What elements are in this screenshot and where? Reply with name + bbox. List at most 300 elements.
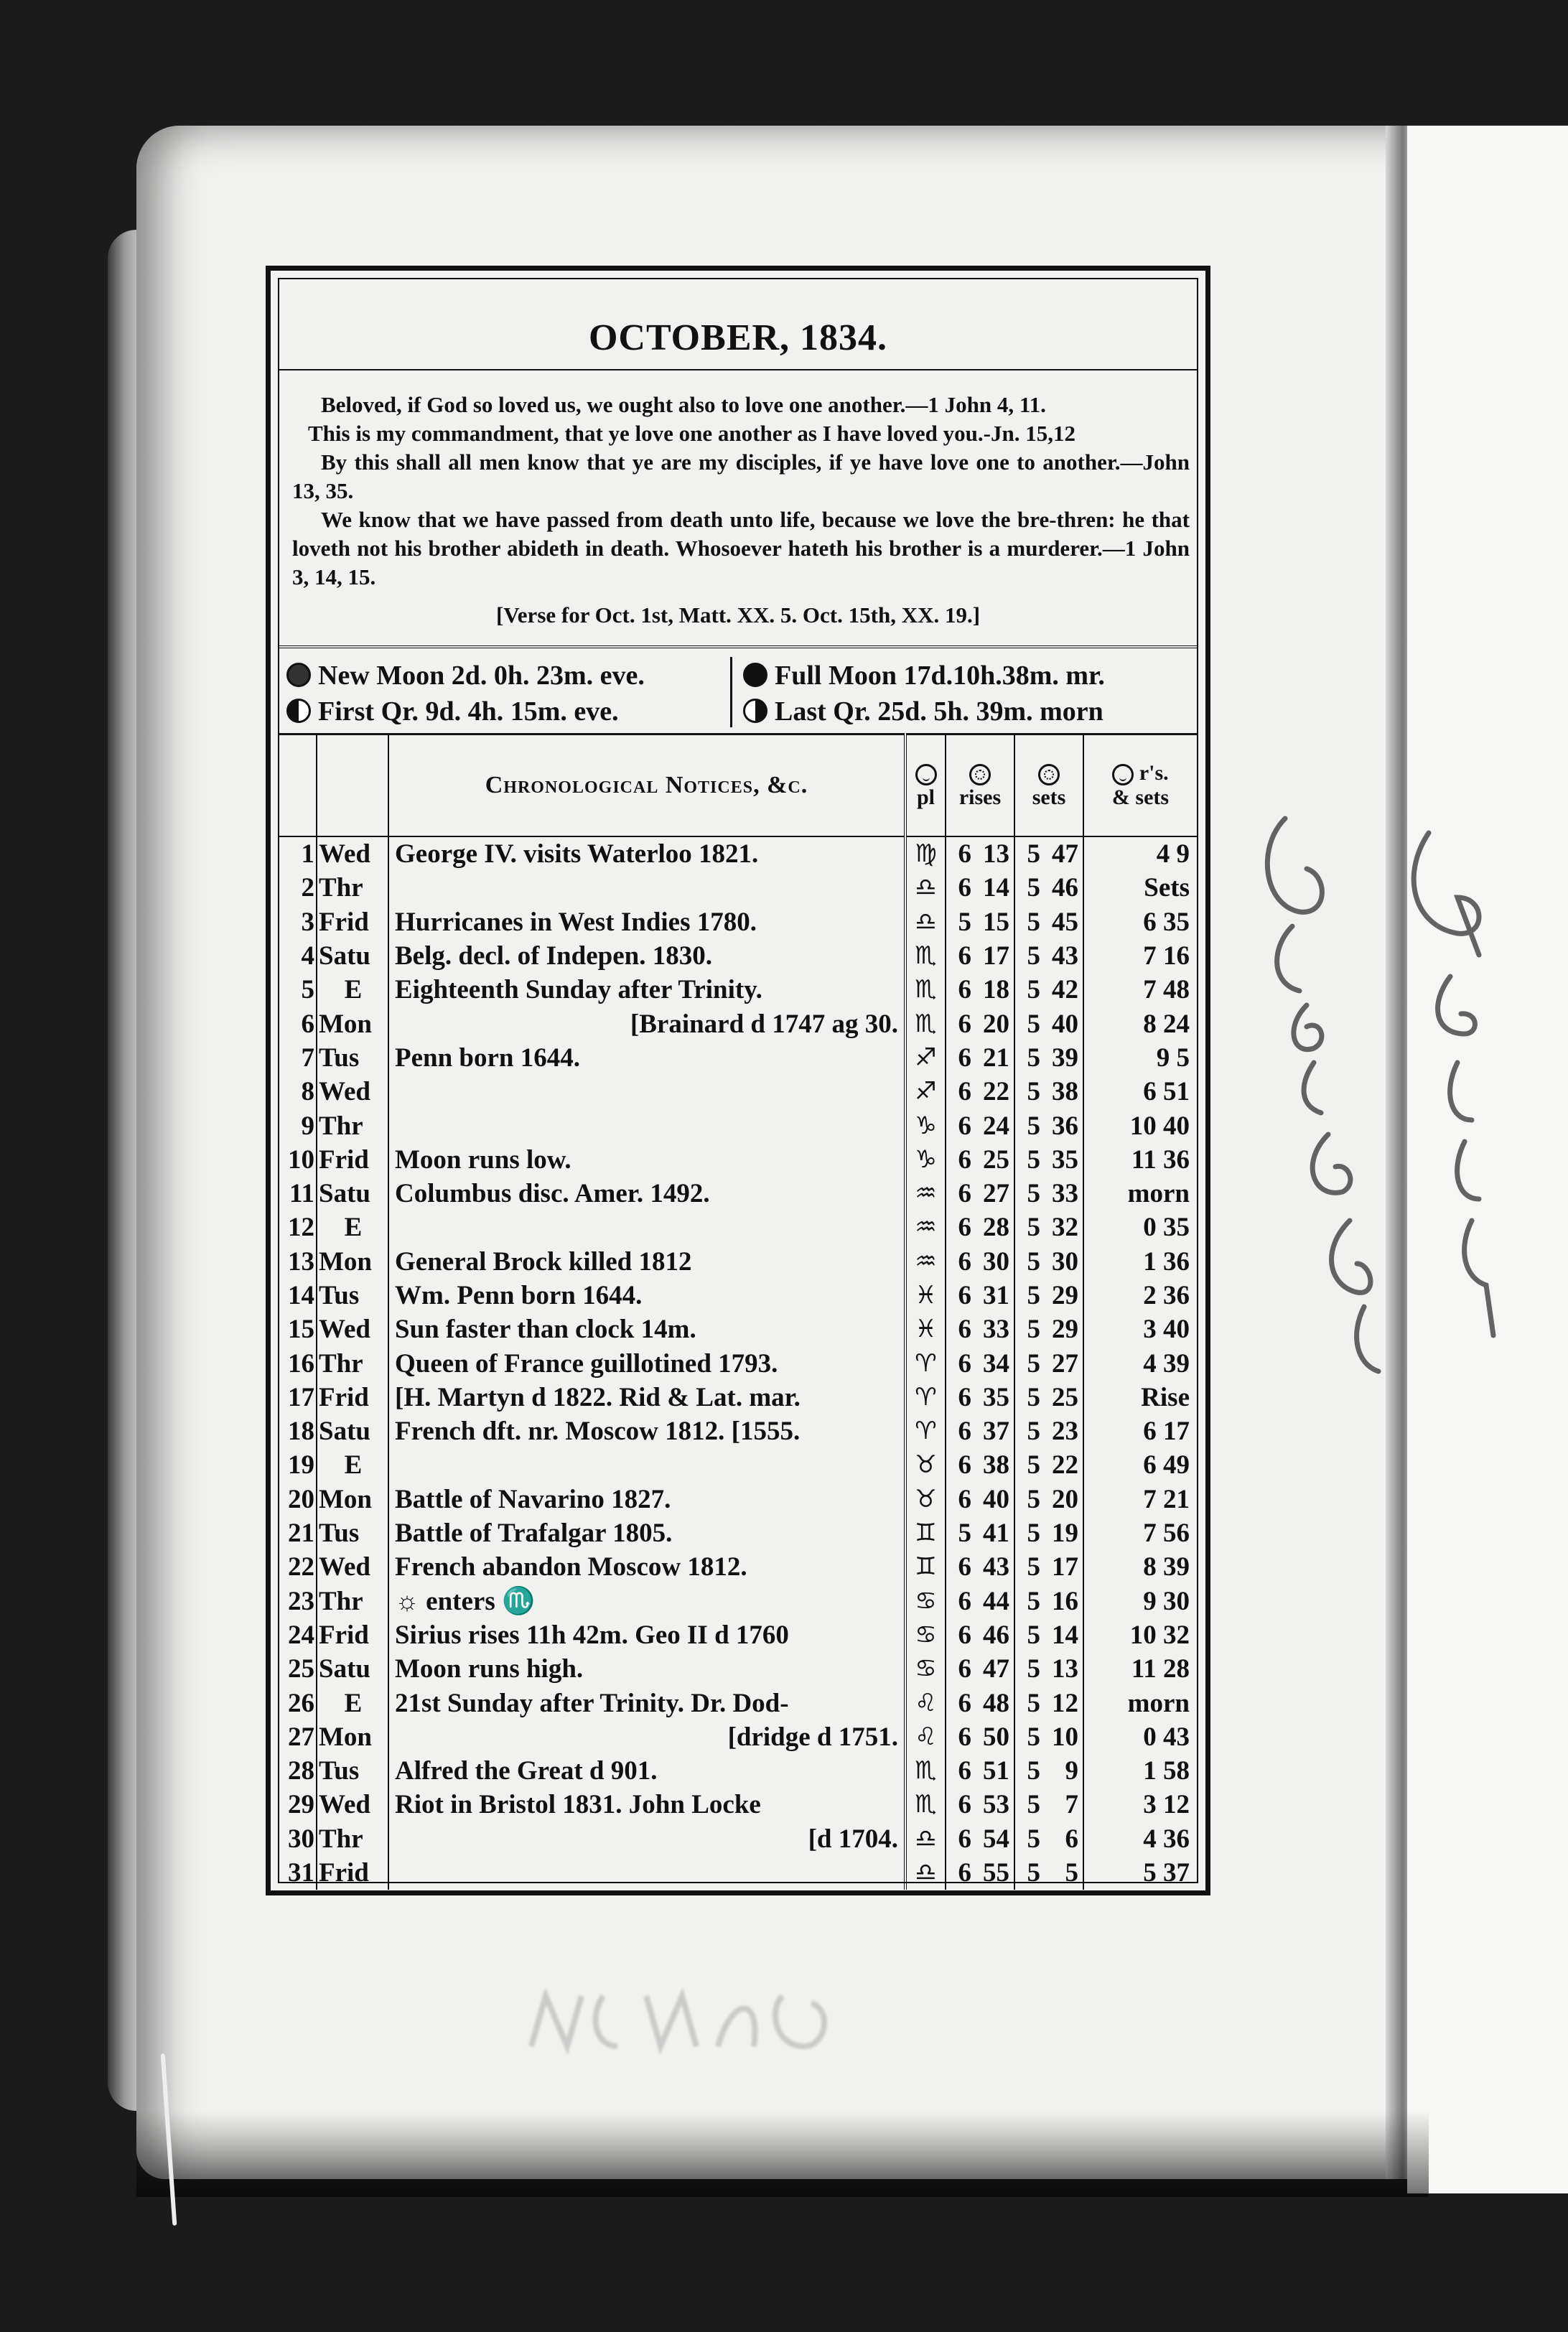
sunrise-minute: 20 [983,1009,1010,1039]
header-moon-rs-label: r's. [1139,760,1169,785]
sunrise-minute: 31 [983,1281,1010,1310]
table-row [279,1550,1197,1584]
sunset-hour: 5 [1014,1312,1043,1346]
moon-sign: ♒ [905,1211,946,1244]
day-number: 10 [288,1144,314,1175]
moon-sign: ♓ [905,1279,946,1312]
weekday: Thr [317,1109,388,1142]
notice: Riot in Bristol 1831. John Locke [388,1788,905,1822]
day-number: 17 [288,1382,314,1412]
sunset-hour: 5 [1014,1483,1043,1516]
sunset-hour: 5 [1014,1109,1043,1142]
last-quarter [743,696,1103,727]
sunset-minute: 20 [1052,1484,1079,1514]
header-sun-sets [1014,734,1083,837]
notice: Sirius rises 11h 42m. Geo II d 1760 [388,1618,905,1652]
sunset-minute: 19 [1052,1519,1079,1549]
sunset-hour: 5 [1014,1448,1043,1482]
sunrise-minute: 51 [983,1756,1010,1786]
table-row [279,1143,1197,1177]
sunrise-hour: 6 [946,1381,974,1414]
weekday: Frid [317,1856,388,1890]
moon-rise-set: 1 58 [1083,1754,1197,1788]
sunrise-hour: 6 [946,1483,974,1516]
day-number: 4 [301,941,314,971]
weekday: Wed [317,1075,388,1109]
sunset-minute: 16 [1052,1586,1079,1616]
moon-sign: ♎ [905,1856,946,1890]
header-notices: Chronological Notices, &c. [388,734,905,837]
sunrise-minute: 18 [983,975,1010,1005]
moon-sign: ♉ [905,1483,946,1516]
sunrise-hour: 6 [946,1585,974,1618]
moon-sign: ♐ [905,1075,946,1109]
day-number: 24 [288,1620,314,1650]
sunrise-hour: 6 [946,1312,974,1346]
weekday: Satu [317,1177,388,1211]
sunset-minute: 10 [1052,1722,1079,1752]
table-row [279,1177,1197,1211]
moon-sign: ♓ [905,1312,946,1346]
weekday: Thr [317,1585,388,1618]
sunrise-hour: 6 [946,1279,974,1312]
weekday: Satu [317,1414,388,1448]
sunrise-minute: 33 [983,1315,1010,1345]
moon-rise-set: 7 21 [1083,1483,1197,1516]
day-number: 16 [288,1348,314,1379]
moon-sign: ♈ [905,1414,946,1448]
moon-rise-set: 5 37 [1083,1856,1197,1890]
calendar-table [279,733,1197,1890]
table-row [279,871,1197,905]
notice: Moon runs low. [388,1143,905,1177]
sunrise-minute: 24 [983,1111,1010,1141]
sunset-hour: 5 [1014,1516,1043,1550]
day-number: 27 [288,1722,314,1752]
moon-face-icon [1112,764,1134,785]
page-title: OCTOBER, 1834. [588,317,888,358]
sunset-hour: 5 [1014,1075,1043,1109]
day-number: 23 [288,1586,314,1616]
moon-face-icon [915,764,937,785]
table-row [279,1822,1197,1856]
sunrise-hour: 6 [946,1652,974,1686]
sunset-minute: 27 [1052,1348,1079,1379]
sunrise-hour: 6 [946,1856,974,1890]
notice: General Brock killed 1812 [388,1245,905,1279]
sunrise-minute: 27 [983,1179,1010,1209]
notice: Hurricanes in West Indies 1780. [388,905,905,939]
table-row [279,1720,1197,1754]
moon-rise-set: 0 35 [1083,1211,1197,1244]
sunset-hour: 5 [1014,1143,1043,1177]
sunset-minute: 17 [1052,1552,1079,1582]
table-row [279,1245,1197,1279]
sunrise-minute: 35 [983,1382,1010,1412]
notice: ☼ enters ♏ [388,1585,905,1618]
header-sun-rises-label: rises [958,785,1002,810]
sunrise-minute: 37 [983,1417,1010,1447]
sunrise-minute: 55 [983,1858,1010,1888]
sunset-minute: 42 [1052,975,1079,1005]
table-row [279,1414,1197,1448]
table-row [279,1448,1197,1482]
title-rule [279,369,1197,370]
table-row [279,1754,1197,1788]
sunrise-hour: 6 [946,1550,974,1584]
verse-3: By this shall all men know that ye are my disciples, if ye have love one to another.—John 13, 35. [292,449,1190,503]
weekday: Mon [317,1245,388,1279]
day-number: 1 [301,839,314,869]
weekday: Satu [317,1652,388,1686]
calendar-rows [279,836,1197,1890]
table-row [279,905,1197,939]
notice: Moon runs high. [388,1652,905,1686]
sunrise-hour: 6 [946,1822,974,1856]
sunset-hour: 5 [1014,1279,1043,1312]
table-row [279,1007,1197,1040]
header-moon-place-label: pl [916,785,935,810]
full-moon-icon [743,663,767,687]
day-number: 25 [288,1654,314,1684]
header-sun-sets-label: sets [1032,785,1066,810]
sunrise-hour: 6 [946,939,974,973]
sunrise-minute: 28 [983,1213,1010,1243]
sunset-hour: 5 [1014,1652,1043,1686]
sunrise-minute: 25 [983,1144,1010,1175]
weekday: E [317,1448,388,1482]
table-row [279,1618,1197,1652]
moon-sign: ♊ [905,1550,946,1584]
moon-sign: ♒ [905,1177,946,1211]
notice: Belg. decl. of Indepen. 1830. [388,939,905,973]
sunrise-minute: 40 [983,1484,1010,1514]
sunrise-hour: 6 [946,1211,974,1244]
sunset-hour: 5 [1014,1754,1043,1788]
day-number: 15 [288,1315,314,1345]
moon-sign: ♌ [905,1720,946,1754]
weekday: Mon [317,1007,388,1040]
moon-sign: ♉ [905,1448,946,1482]
sunset-hour: 5 [1014,1856,1043,1890]
sunrise-hour: 6 [946,836,974,871]
sunrise-minute: 44 [983,1586,1010,1616]
notice: 21st Sunday after Trinity. Dr. Dod- [388,1686,905,1720]
moon-sign: ♌ [905,1686,946,1720]
moon-rise-set: 7 16 [1083,939,1197,973]
moon-sign: ♋ [905,1585,946,1618]
notice: Wm. Penn born 1644. [388,1279,905,1312]
table-row [279,1312,1197,1346]
sunset-minute: 38 [1052,1077,1079,1107]
day-number: 8 [301,1077,314,1107]
weekday: E [317,1686,388,1720]
sunset-minute: 33 [1052,1179,1079,1209]
day-number: 5 [301,975,314,1005]
calendar-table-wrap [279,733,1197,1888]
day-number: 20 [288,1484,314,1514]
last-quarter-moon-icon [743,699,767,723]
first-quarter [286,696,619,727]
weekday: Wed [317,1312,388,1346]
day-number: 9 [301,1111,314,1141]
weekday: E [317,973,388,1007]
notice [388,871,905,905]
notice: Columbus disc. Amer. 1492. [388,1177,905,1211]
notice [388,1448,905,1482]
sunset-hour: 5 [1014,1007,1043,1040]
sunrise-minute: 53 [983,1790,1010,1820]
sunset-minute: 46 [1052,873,1079,903]
sunset-hour: 5 [1014,836,1043,871]
moon-divider [730,657,732,727]
sun-icon [1038,764,1060,785]
sunset-hour: 5 [1014,1585,1043,1618]
first-quarter-text: First Qr. 9d. 4h. 15m. eve. [318,696,619,727]
sunrise-minute: 17 [983,941,1010,971]
sunset-hour: 5 [1014,1618,1043,1652]
sunrise-hour: 6 [946,1448,974,1482]
verse-4: We know that we have passed from death unto life, because we love the bre-thren: he that loveth not his brother abideth in death. Whosoever hateth his brother is a murderer.—1 John 3, 14, 15. [292,507,1190,589]
day-number: 28 [288,1756,314,1786]
sunrise-hour: 6 [946,1414,974,1448]
sunset-hour: 5 [1014,939,1043,973]
table-row [279,1346,1197,1380]
notice: Battle of Navarino 1827. [388,1483,905,1516]
verse-1: Beloved, if God so loved us, we ought also to love one another.—1 John 4, 11. [321,392,1046,417]
sunrise-hour: 6 [946,1686,974,1720]
moon-sign: ♋ [905,1618,946,1652]
moon-rise-set: 7 56 [1083,1516,1197,1550]
notice: [H. Martyn d 1822. Rid & Lat. mar. [388,1381,905,1414]
sunset-minute: 35 [1052,1144,1079,1175]
moon-sign: ♐ [905,1041,946,1075]
notice: [Brainard d 1747 ag 30. [388,1007,905,1040]
moon-rise-set: 3 40 [1083,1312,1197,1346]
notice [388,1856,905,1890]
day-number: 6 [301,1009,314,1039]
moon-sign: ♍ [905,836,946,871]
sunrise-minute: 43 [983,1552,1010,1582]
verse-note: [Verse for Oct. 1st, Matt. XX. 5. Oct. 15th, XX. 19.] [495,602,981,628]
day-number: 21 [288,1519,314,1549]
sunset-hour: 5 [1014,1211,1043,1244]
table-row [279,1109,1197,1142]
sunrise-minute: 30 [983,1246,1010,1277]
table-row [279,973,1197,1007]
weekday: Mon [317,1483,388,1516]
moon-rise-set: 4 39 [1083,1346,1197,1380]
sunset-minute: 25 [1052,1382,1079,1412]
moon-rise-set: 10 32 [1083,1618,1197,1652]
table-row [279,1381,1197,1414]
day-number: 22 [288,1552,314,1582]
moon-rise-set: Sets [1083,871,1197,905]
sunrise-hour: 6 [946,1245,974,1279]
day-number: 30 [288,1824,314,1854]
table-header [279,734,1197,837]
notice: Battle of Trafalgar 1805. [388,1516,905,1550]
sunrise-hour: 6 [946,1346,974,1380]
table-row [279,836,1197,871]
sunrise-minute: 34 [983,1348,1010,1379]
sunset-minute: 12 [1052,1688,1079,1718]
sunset-hour: 5 [1014,1550,1043,1584]
moon-sign: ♏ [905,1007,946,1040]
table-row [279,1483,1197,1516]
day-number: 12 [288,1213,314,1243]
first-quarter-moon-icon [286,699,311,723]
moon-sign: ♏ [905,1754,946,1788]
sunrise-hour: 6 [946,871,974,905]
table-row [279,1585,1197,1618]
moon-rise-set: 10 40 [1083,1109,1197,1142]
day-number: 14 [288,1281,314,1310]
notice: Penn born 1644. [388,1041,905,1075]
sunrise-hour: 6 [946,1041,974,1075]
weekday: Frid [317,1618,388,1652]
sunset-hour: 5 [1014,1041,1043,1075]
sunrise-hour: 6 [946,1618,974,1652]
day-number: 11 [289,1179,314,1209]
weekday: Mon [317,1720,388,1754]
day-number: 19 [288,1450,314,1480]
moon-sign: ♏ [905,973,946,1007]
notice: French dft. nr. Moscow 1812. [1555. [388,1414,905,1448]
sunset-hour: 5 [1014,1720,1043,1754]
verse-rule [279,645,1197,648]
sunset-minute: 45 [1052,907,1079,937]
sunrise-minute: 50 [983,1722,1010,1752]
weekday: Satu [317,939,388,973]
moon-sign: ♏ [905,1788,946,1822]
table-row [279,1652,1197,1686]
moon-rise-set: morn [1083,1177,1197,1211]
weekday: Wed [317,1550,388,1584]
moon-sign: ♎ [905,871,946,905]
notice [388,1211,905,1244]
sunrise-minute: 22 [983,1077,1010,1107]
moon-phases-right [736,653,1197,732]
weekday: Tus [317,1041,388,1075]
sunrise-minute: 13 [983,839,1010,869]
sunrise-minute: 15 [983,907,1010,937]
moon-sign: ♑ [905,1109,946,1142]
sunrise-minute: 48 [983,1688,1010,1718]
sunrise-hour: 6 [946,1109,974,1142]
sunset-hour: 5 [1014,905,1043,939]
sunset-minute: 6 [1065,1824,1079,1854]
weekday: Tus [317,1279,388,1312]
day-number: 7 [301,1043,314,1073]
sunrise-hour: 6 [946,1720,974,1754]
table-row [279,1856,1197,1890]
full-moon [743,660,1105,691]
sunset-minute: 5 [1065,1858,1079,1888]
sunset-minute: 29 [1052,1315,1079,1345]
page-bottom-shadow [136,2111,1429,2197]
scripture-verses [292,391,1190,592]
day-number: 31 [288,1858,314,1888]
notice: Sun faster than clock 14m. [388,1312,905,1346]
table-row [279,1516,1197,1550]
sun-icon [969,764,991,785]
moon-rise-set: 1 36 [1083,1245,1197,1279]
sunrise-hour: 5 [946,1516,974,1550]
header-sun-rises [946,734,1014,837]
moon-rise-set: 6 49 [1083,1448,1197,1482]
sunset-hour: 5 [1014,871,1043,905]
sunset-minute: 29 [1052,1281,1079,1310]
moon-rise-set: 8 39 [1083,1550,1197,1584]
moon-rise-set: 4 9 [1083,836,1197,871]
moon-rise-set: 4 36 [1083,1822,1197,1856]
moon-rise-set: 7 48 [1083,973,1197,1007]
sunset-hour: 5 [1014,1245,1043,1279]
moon-rise-set: 8 24 [1083,1007,1197,1040]
table-row [279,1686,1197,1720]
weekday: Wed [317,1788,388,1822]
sunset-minute: 39 [1052,1043,1079,1073]
sunrise-minute: 21 [983,1043,1010,1073]
new-moon-icon [286,663,311,687]
moon-sign: ♑ [905,1143,946,1177]
notice: George IV. visits Waterloo 1821. [388,836,905,871]
last-quarter-text: Last Qr. 25d. 5h. 39m. morn [775,696,1103,727]
moon-sign: ♏ [905,939,946,973]
sunset-hour: 5 [1014,1414,1043,1448]
almanac-inner-frame [278,278,1198,1888]
weekday: Frid [317,1381,388,1414]
moon-sign: ♎ [905,1822,946,1856]
moon-sign: ♎ [905,905,946,939]
header-moon-rs-label-2: & sets [1111,785,1170,810]
day-number: 13 [288,1246,314,1277]
table-row [279,1279,1197,1312]
sunrise-hour: 6 [946,1007,974,1040]
weekday: Thr [317,1822,388,1856]
day-number: 29 [288,1790,314,1820]
right-page [1407,126,1568,2193]
sunset-minute: 14 [1052,1620,1079,1650]
sunrise-minute: 46 [983,1620,1010,1650]
verse-2: This is my commandment, that ye love one another as I have loved you.-Jn. 15,12 [308,421,1075,446]
day-number: 18 [288,1417,314,1447]
sunset-minute: 43 [1052,941,1079,971]
sunset-hour: 5 [1014,1788,1043,1822]
weekday: Thr [317,1346,388,1380]
sunset-hour: 5 [1014,1822,1043,1856]
moon-rise-set: 0 43 [1083,1720,1197,1754]
moon-sign: ♋ [905,1652,946,1686]
notice: French abandon Moscow 1812. [388,1550,905,1584]
notice: Alfred the Great d 901. [388,1754,905,1788]
sunrise-minute: 54 [983,1824,1010,1854]
sunset-minute: 30 [1052,1246,1079,1277]
weekday: Thr [317,871,388,905]
sunrise-minute: 47 [983,1654,1010,1684]
almanac-frame [266,266,1210,1895]
weekday: Wed [317,836,388,871]
sunset-minute: 40 [1052,1009,1079,1039]
sunrise-hour: 5 [946,905,974,939]
sunset-hour: 5 [1014,1177,1043,1211]
moon-rise-set: 11 28 [1083,1652,1197,1686]
notice [388,1075,905,1109]
sunrise-hour: 6 [946,1143,974,1177]
sunset-hour: 5 [1014,973,1043,1007]
sunset-minute: 47 [1052,839,1079,869]
